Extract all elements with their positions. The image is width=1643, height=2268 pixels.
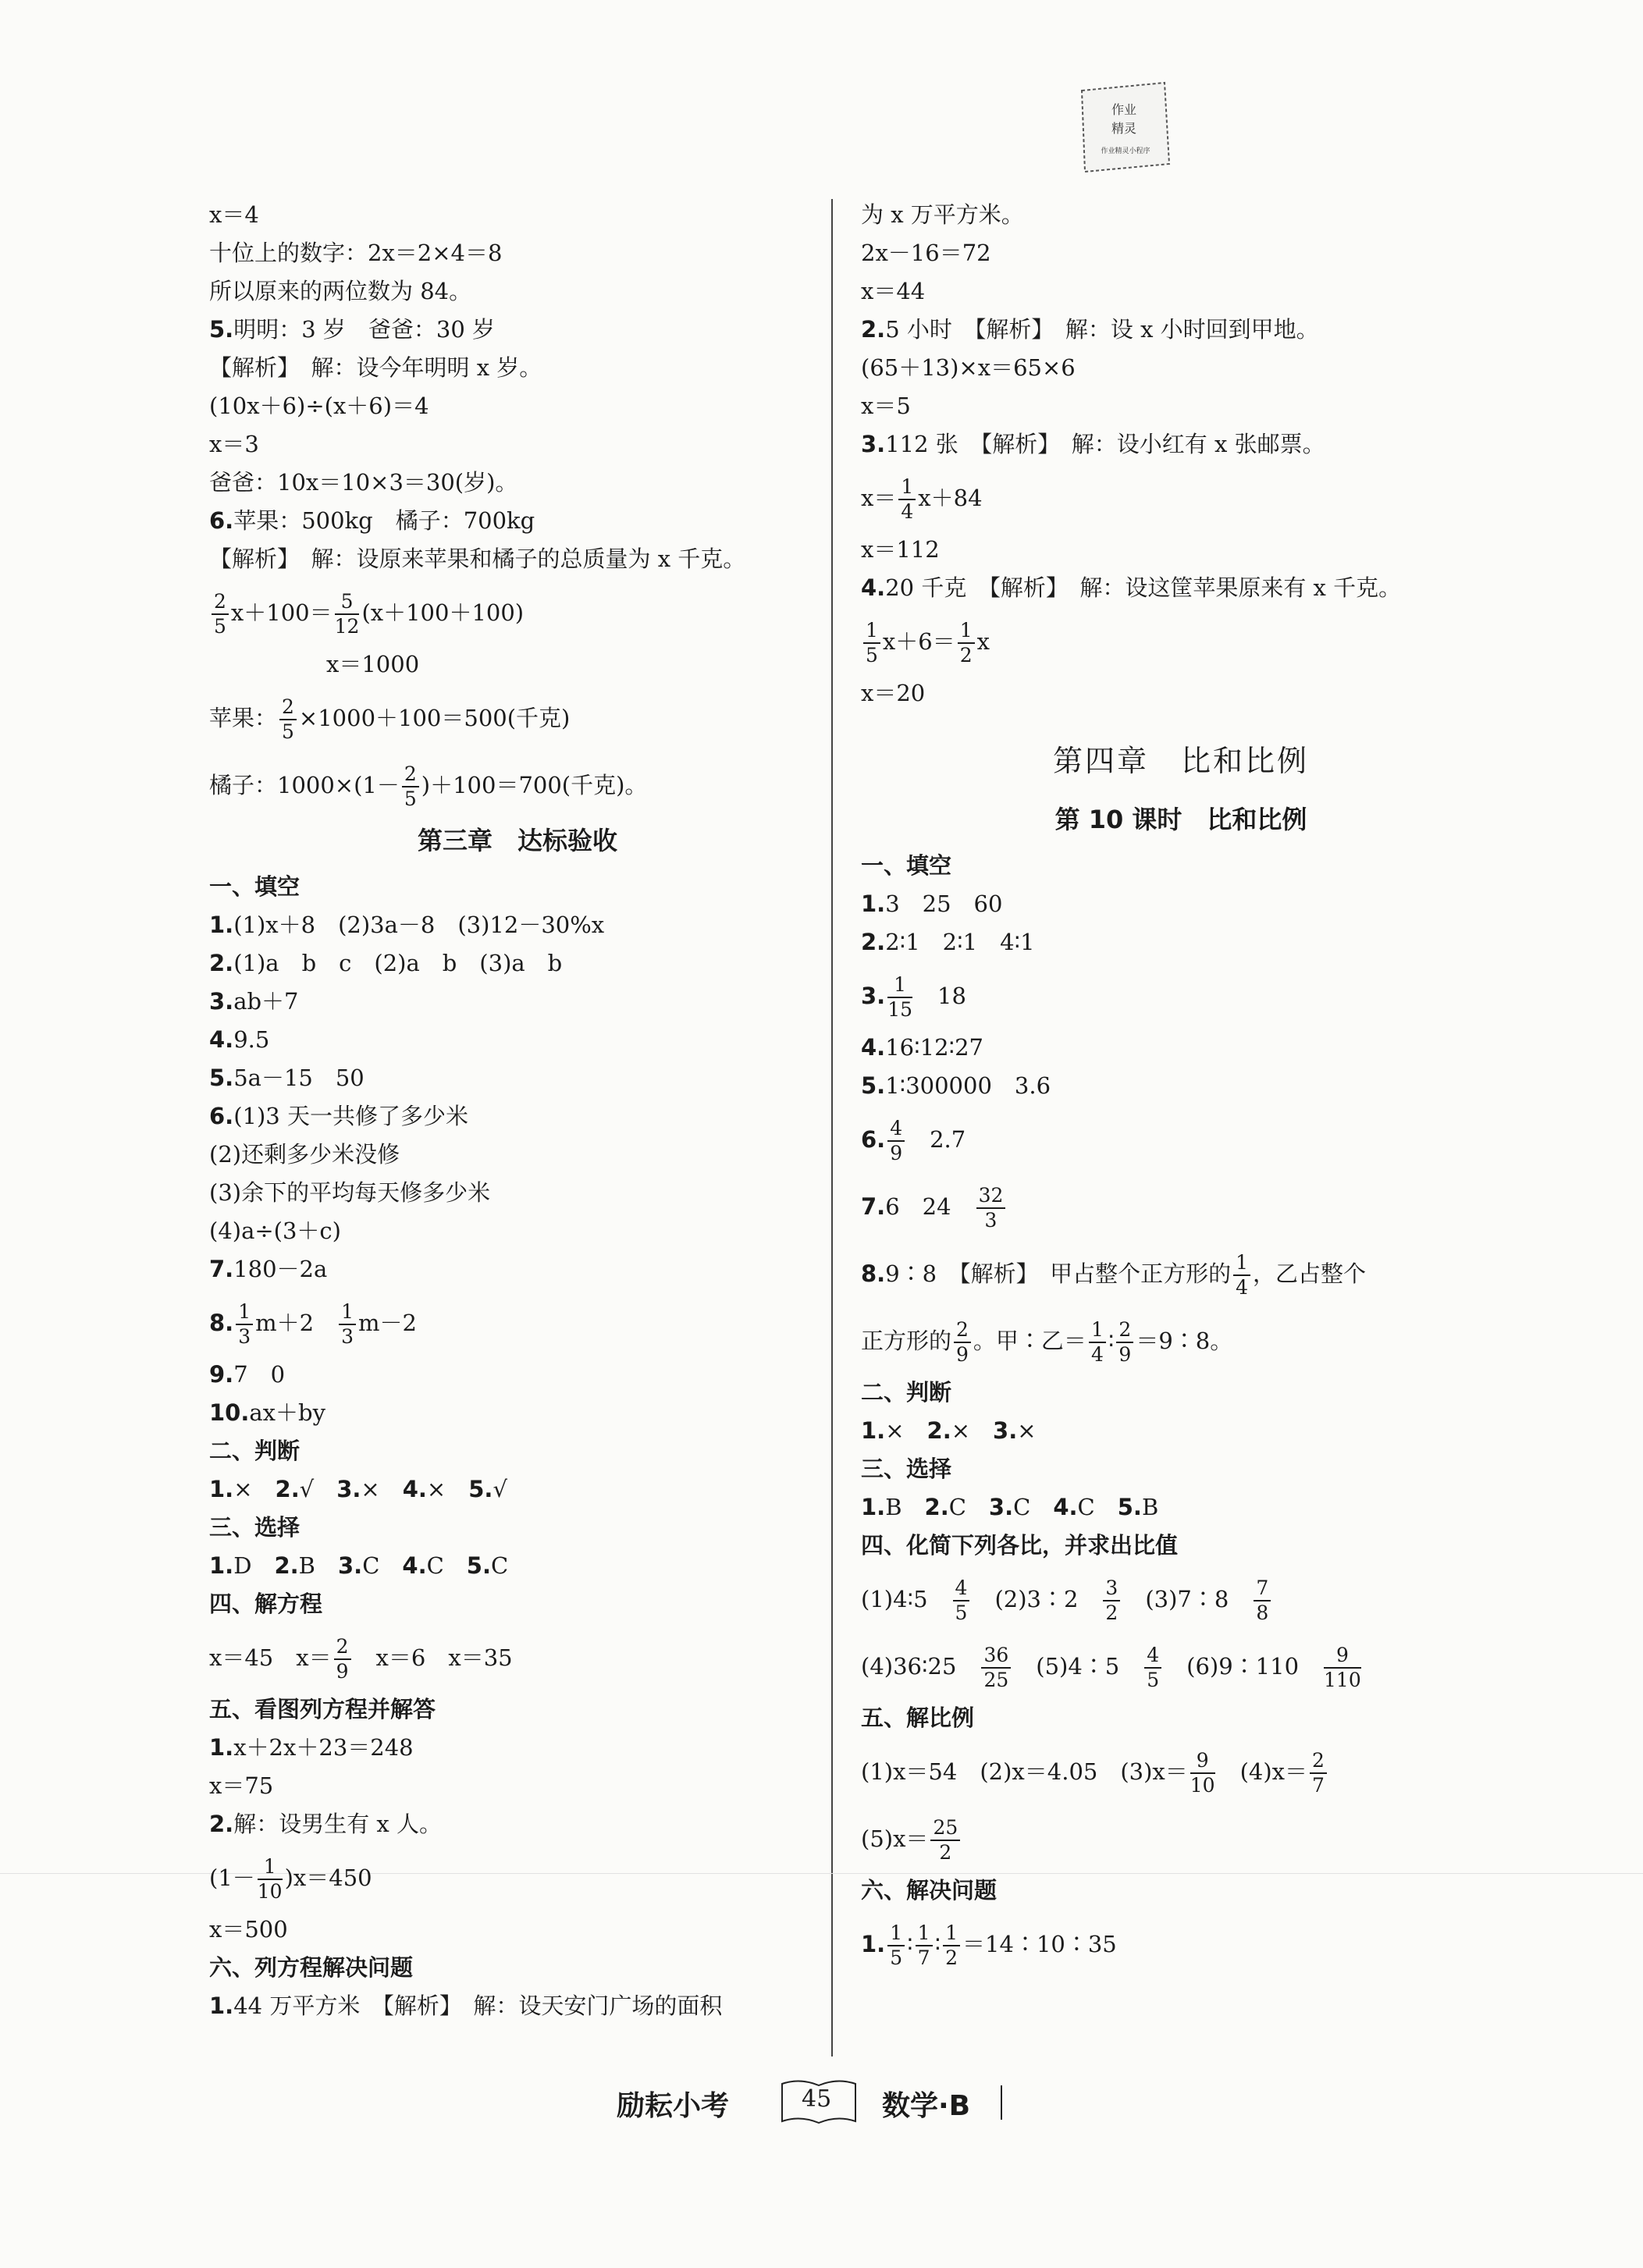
- fill-9: 9.7 0: [209, 1361, 286, 1388]
- fill-5: 5.5a－15 50: [209, 1065, 365, 1091]
- fraction: $\frac{7}{8}$: [1254, 1577, 1271, 1625]
- fill-7: 7.180－2a: [209, 1256, 328, 1282]
- question-5: [209, 314, 826, 345]
- equation-line: x＝1000: [326, 651, 420, 677]
- section-heading: 六、解决问题: [861, 1877, 998, 1904]
- answer-line: 十位上的数字：2x＝2×4＝8: [209, 240, 503, 266]
- fraction: $\frac{1}{7}$: [916, 1921, 933, 1970]
- fill-3: 3. $\frac{1}{15}$ 18: [861, 973, 966, 1021]
- fraction: $\frac{2}{5}$: [279, 695, 297, 744]
- word-problem-1: 1.44 万平方米 【解析】 解：设天安门广场的面积: [209, 1992, 723, 2019]
- equation-line: x＝5: [861, 393, 911, 419]
- section-heading: 五、看图列方程并解答: [209, 1696, 436, 1722]
- fraction: $\frac{1}{4}$: [898, 475, 916, 524]
- section-heading: 二、判断: [861, 1379, 952, 1406]
- judge-answers: 1.× 2.√ 3.× 4.× 5.√: [209, 1476, 507, 1502]
- fill-6: 6.(1)3 天一共修了多少米: [209, 1103, 468, 1129]
- stamp-text-3: 作业精灵小程序: [1101, 148, 1150, 155]
- analysis-line: 【解析】 解：设原来苹果和橘子的总质量为 x 千克。: [209, 546, 746, 572]
- fill-4: 4.16∶12∶27: [861, 1034, 984, 1061]
- section-heading: 五、解比例: [861, 1705, 975, 1731]
- equation-line: $\frac{1}{5}$ x＋6＝ $\frac{1}{2}$ x: [861, 610, 1501, 673]
- fraction: $\frac{4}{5}$: [1144, 1644, 1161, 1692]
- equation-line: (65＋13)×x＝65×6: [861, 354, 1076, 381]
- fraction: $\frac{9}{10}$: [1190, 1749, 1215, 1797]
- fraction: $\frac{1}{2}$: [958, 619, 975, 667]
- equation-line: x＝500: [209, 1916, 288, 1943]
- answer-line: (2)还剩多少米没修: [209, 1141, 400, 1168]
- fill-5: 5.1∶300000 3.6: [861, 1072, 1051, 1099]
- equation-line: 2x－16＝72: [861, 240, 991, 266]
- page-footer: [617, 2078, 1054, 2128]
- fill-1: 1.(1)x＋8 (2)3a－8 (3)12－30%x: [209, 912, 605, 938]
- fill-2: 2.2∶1 2∶1 4∶1: [861, 929, 1035, 955]
- section-heading: 一、填空: [861, 852, 952, 879]
- right-column: [861, 199, 1501, 1980]
- answer-text: 苹果：500kg 橘子：700kg: [233, 507, 535, 534]
- proportion-answers: (1)x＝54 (2)x＝4.05 (3)x＝ $\frac{9}{10}$ (4)x＝ $\frac{2}{7}$: [861, 1740, 1501, 1803]
- equation-line: (1－ $\frac{1}{10}$ )x＝450: [209, 1855, 372, 1903]
- answer-line: 为 x 万平方米。: [861, 201, 1024, 228]
- question-4: 4.20 千克 【解析】 解：设这筐苹果原来有 x 千克。: [861, 574, 1402, 601]
- fraction: $\frac{1}{5}$: [887, 1921, 905, 1970]
- left-column: [209, 199, 826, 2028]
- equation-line: x＝3: [209, 431, 259, 457]
- fraction: $\frac{2}{5}$: [402, 763, 419, 811]
- section-heading: 六、列方程解决问题: [209, 1954, 414, 1981]
- fraction: $\frac{1}{3}$: [339, 1300, 356, 1349]
- equation-line: $\frac{2}{5}$ x＋100＝ $\frac{5}{12}$ (x＋100＋100): [209, 581, 826, 644]
- fraction: $\frac{4}{9}$: [887, 1117, 905, 1165]
- fraction: $\frac{32}{3}$: [976, 1184, 1006, 1232]
- footer-bar: [1001, 2085, 1002, 2120]
- chapter-4-title: 第四章 比和比例: [1052, 744, 1309, 778]
- fraction: $\frac{1}{3}$: [236, 1300, 253, 1349]
- choice-answers: 1.D 2.B 3.C 4.C 5.C: [209, 1552, 509, 1579]
- fraction: $\frac{2}{7}$: [1310, 1749, 1327, 1797]
- subject-label: 数学·B: [882, 2090, 971, 2122]
- page-number: 45: [802, 2085, 832, 2113]
- word-problem-1: 1. $\frac{1}{5}$ ∶ $\frac{1}{7}$ ∶ $\frac{1}{2}$ ＝14∶10∶35: [861, 1921, 1117, 1969]
- fill-7: 7.6 24 $\frac{32}{3}$: [861, 1175, 1501, 1238]
- chapter-3-title: 第三章 达标验收: [417, 826, 617, 855]
- section-heading: 四、解方程: [209, 1591, 323, 1617]
- question-6: [209, 505, 826, 536]
- stamp-text-1: 作业: [1111, 102, 1137, 117]
- choice-answers: 1.B 2.C 3.C 4.C 5.B: [861, 1494, 1159, 1520]
- answer-line: x＝4: [209, 201, 259, 228]
- fill-8: 8.9∶8 【解析】 甲占整个正方形的 $\frac{1}{4}$ ，乙占整个: [861, 1251, 1367, 1299]
- fraction: $\frac{1}{4}$: [1233, 1251, 1250, 1299]
- fraction: $\frac{2}{9}$: [334, 1635, 351, 1683]
- question-3: 3.112 张 【解析】 解：设小红有 x 张邮票。: [861, 431, 1325, 457]
- fraction: $\frac{1}{10}$: [257, 1855, 283, 1903]
- picture-problem-1: 1.x＋2x＋23＝248: [209, 1734, 414, 1761]
- fraction: $\frac{3}{2}$: [1103, 1577, 1120, 1625]
- section-heading: 二、判断: [209, 1438, 301, 1464]
- answer-line: 爸爸：10x＝10×3＝30(岁)。: [209, 469, 518, 496]
- item-number: 5.: [209, 316, 234, 343]
- fraction: $\frac{1}{2}$: [943, 1921, 960, 1970]
- fraction: $\frac{2}{5}$: [212, 590, 229, 638]
- fraction: $\frac{2}{9}$: [954, 1318, 971, 1367]
- fraction: $\frac{1}{4}$: [1089, 1318, 1106, 1367]
- answer-line: (3)余下的平均每天修多少米: [209, 1179, 491, 1206]
- fraction: $\frac{2}{9}$: [1116, 1318, 1133, 1367]
- answer-line: (4)a÷(3＋c): [209, 1218, 341, 1244]
- section-heading: 三、选择: [861, 1456, 952, 1482]
- analysis-line: 【解析】 解：设今年明明 x 岁。: [209, 354, 542, 381]
- equation-line: x＝112: [861, 536, 940, 563]
- fill-2: 2.(1)a b c (2)a b (3)a b: [209, 950, 563, 976]
- stamp-logo: [1072, 76, 1174, 178]
- ratio-answers: (1)4∶5 $\frac{4}{5}$ (2)3∶2 $\frac{3}{2}$ (3)7∶8 $\frac{7}{8}$: [861, 1568, 1501, 1630]
- fraction: $\frac{9}{110}$: [1324, 1644, 1361, 1691]
- fill-4: 4.9.5: [209, 1026, 270, 1053]
- fraction: $\frac{4}{5}$: [953, 1577, 970, 1625]
- fill-3: 3.ab＋7: [209, 988, 299, 1015]
- brand-name: 励耘小考: [617, 2090, 730, 2122]
- fraction: $\frac{25}{2}$: [930, 1816, 960, 1865]
- lesson-title: 第 10 课时 比和比例: [1054, 805, 1307, 834]
- answer-text: 明明：3 岁 爸爸：30 岁: [233, 316, 495, 343]
- answer-line: 所以原来的两位数为 84。: [209, 278, 472, 304]
- section-heading: 一、填空: [209, 873, 301, 900]
- column-divider: [831, 199, 833, 2056]
- proportion-answers: (5)x＝ $\frac{25}{2}$: [861, 1808, 1501, 1870]
- fill-10: 10.ax＋by: [209, 1399, 325, 1426]
- fraction: $\frac{36}{25}$: [981, 1644, 1011, 1692]
- fill-6: 6. $\frac{4}{9}$ 2.7: [861, 1117, 966, 1164]
- answer-line: 苹果： $\frac{2}{5}$ ×1000＋100＝500(千克): [209, 695, 571, 743]
- section-heading: 四、化简下列各比，并求出比值: [861, 1532, 1179, 1559]
- stamp-text-2: 精灵: [1111, 121, 1137, 136]
- question-2: 2.5 小时 【解析】 解：设 x 小时回到甲地。: [861, 316, 1319, 343]
- picture-problem-2: 2.解：设男生有 x 人。: [209, 1811, 442, 1837]
- answer-line: 橘子：1000×(1－ $\frac{2}{5}$ )＋100＝700(千克)。: [209, 763, 648, 810]
- fill-8: 8. $\frac{1}{3}$ m＋2 $\frac{1}{3}$ m－2: [209, 1300, 417, 1348]
- item-number: 6.: [209, 507, 234, 534]
- equation-line: x＝75: [209, 1772, 274, 1799]
- equation-line: x＝20: [861, 680, 926, 706]
- judge-answers: 1.× 2.× 3.×: [861, 1417, 1037, 1444]
- ratio-answers: (4)36∶25 $\frac{36}{25}$ (5)4∶5 $\frac{4}{5}$ (6)9∶110 $\frac{9}{110}$: [861, 1644, 1361, 1691]
- equation-answers: x＝45 x＝ $\frac{2}{9}$ x＝6 x＝35: [209, 1635, 513, 1683]
- fill-8-continued: 正方形的 $\frac{2}{9}$ 。甲∶乙＝ $\frac{1}{4}$ ∶ $\frac{2}{9}$ ＝9∶8。: [861, 1318, 1233, 1366]
- section-heading: 三、选择: [209, 1514, 301, 1541]
- fill-1: 1.3 25 60: [861, 890, 1003, 917]
- fraction: $\frac{1}{15}$: [887, 973, 913, 1021]
- equation-line: x＝44: [861, 278, 926, 304]
- equation-line: (10x＋6)÷(x＋6)＝4: [209, 393, 429, 419]
- fraction: $\frac{5}{12}$: [334, 590, 360, 638]
- equation-line: x＝ $\frac{1}{4}$ x＋84: [861, 475, 983, 523]
- fraction: $\frac{1}{5}$: [863, 619, 880, 667]
